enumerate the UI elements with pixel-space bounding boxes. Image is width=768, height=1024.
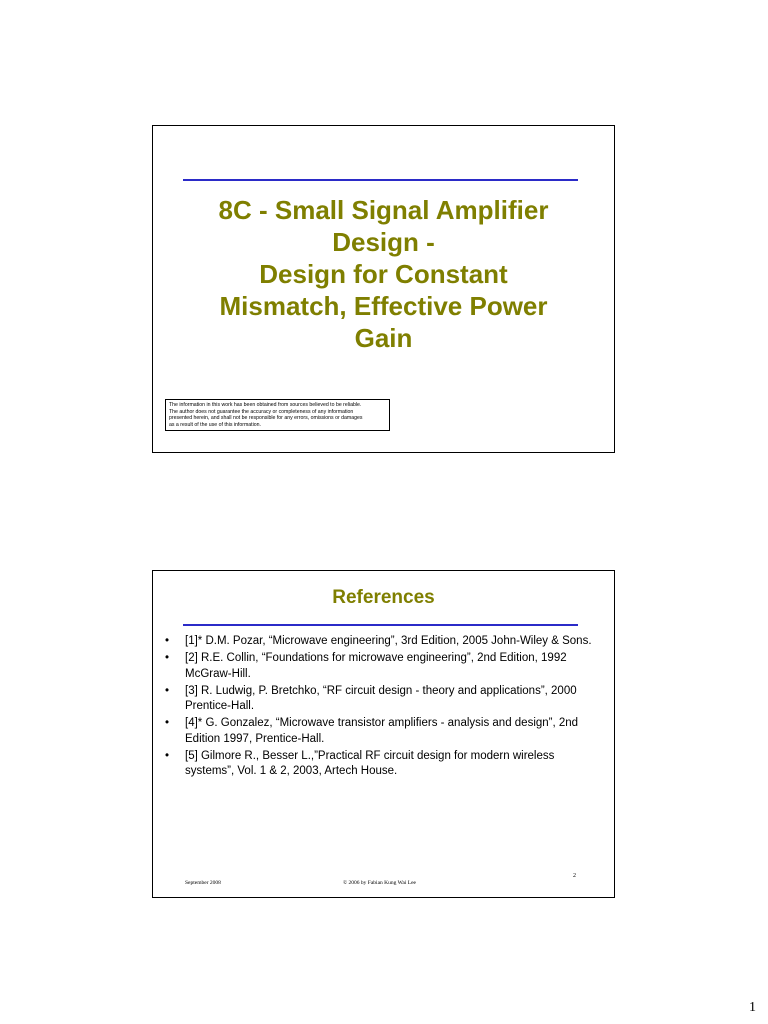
disclaimer-line: presented herein, and shall not be responsible for any errors, omissions or damages bbox=[169, 415, 363, 421]
bullet-icon: • bbox=[165, 652, 170, 664]
reference-text: [2] R.E. Collin, “Foundations for microwave engineering”, 2nd Edition, 1992 McGraw-Hill. bbox=[185, 652, 567, 680]
title-line: 8C - Small Signal Amplifier bbox=[218, 195, 549, 225]
footer-date: September 2008 bbox=[185, 880, 221, 886]
disclaimer-line: as a result of the use of this information. bbox=[169, 421, 261, 428]
bullet-icon: • bbox=[165, 635, 170, 647]
bullet-icon: • bbox=[165, 684, 170, 697]
bullet-icon: • bbox=[165, 717, 170, 729]
title-slide bbox=[152, 125, 615, 453]
disclaimer-line: The information in this work has been obtained from sources believed to be reliable. bbox=[169, 402, 362, 408]
reference-item bbox=[163, 634, 602, 650]
title-line: Mismatch, Effective Power bbox=[219, 291, 548, 321]
page-number: 1 bbox=[749, 1000, 756, 1015]
reference-list bbox=[163, 634, 602, 781]
title-rule bbox=[183, 624, 578, 626]
title-line: Design - bbox=[332, 227, 435, 257]
reference-item bbox=[163, 716, 602, 747]
reference-text: [5] Gilmore R., Besser L.,”Practical RF circuit design for modern wireless systems”, Vol. 1 & 2, 2003, Artech House. bbox=[185, 749, 555, 777]
bullet-icon: • bbox=[165, 749, 170, 762]
title-line: Gain bbox=[354, 323, 413, 353]
slide-number: 2 bbox=[573, 873, 576, 879]
reference-text: [1]* D.M. Pozar, “Microwave engineering”, 3rd Edition, 2005 John-Wiley & Sons. bbox=[185, 635, 592, 647]
reference-item bbox=[163, 749, 602, 780]
references-title: References bbox=[332, 587, 435, 608]
references-slide bbox=[152, 570, 615, 898]
disclaimer-box bbox=[165, 399, 390, 431]
reference-text: [4]* G. Gonzalez, “Microwave transistor amplifiers - analysis and design”, 2nd Edition 1997, Prentice-Hall. bbox=[185, 717, 579, 745]
disclaimer-line: The author does not guarantee the accuracy or completeness of any information bbox=[169, 408, 354, 415]
reference-item bbox=[163, 651, 602, 682]
reference-item bbox=[163, 684, 602, 715]
title-rule bbox=[183, 179, 578, 181]
slide-title bbox=[173, 194, 594, 354]
title-line: Design for Constant bbox=[259, 259, 508, 289]
footer-copyright: © 2006 by Fabian Kung Wai Lee bbox=[343, 880, 416, 886]
reference-text: [3] R. Ludwig, P. Bretchko, “RF circuit design - theory and applications”, 2000 Prentice-Hall. bbox=[185, 684, 577, 712]
